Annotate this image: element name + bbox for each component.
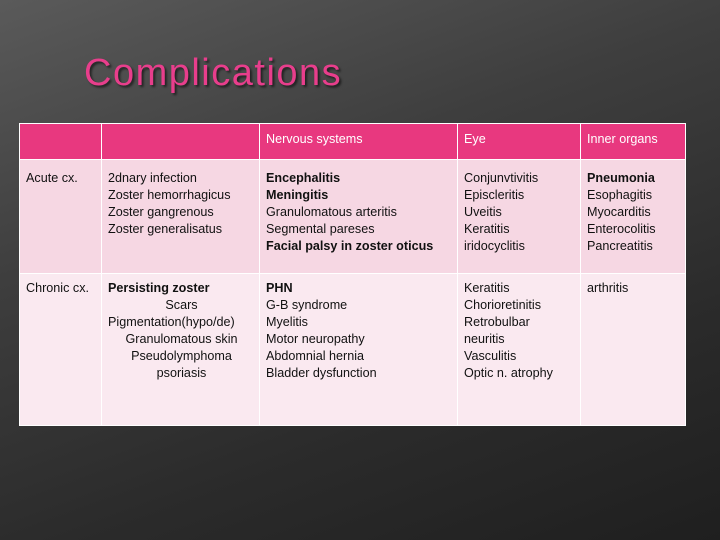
acute-inner-cell: [581, 160, 686, 274]
row-label-chronic: Chronic cx.: [20, 274, 102, 426]
cell-line: Enterocolitis: [587, 222, 656, 237]
cell-line: Granulomatous arteritis: [266, 205, 397, 220]
acute-nervous-cell: [260, 160, 458, 274]
header-cell-eye: Eye: [458, 124, 581, 160]
cell-line: neuritis: [464, 332, 505, 347]
cell-line: Keratitis: [464, 281, 510, 296]
header-cell-general: [102, 124, 260, 160]
header-cell-row-label: [20, 124, 102, 160]
table-header-row: [20, 124, 686, 160]
cell-line: Retrobulbar: [464, 315, 530, 330]
cell-line: Meningitis: [266, 188, 329, 203]
cell-line: Zoster gangrenous: [108, 205, 214, 220]
chronic-nervous-cell: [260, 274, 458, 426]
cell-line: Conjunvtivitis: [464, 171, 539, 186]
chronic-general-cell: [102, 274, 260, 426]
cell-line: Zoster hemorrhagicus: [108, 188, 231, 203]
chronic-inner-cell: [581, 274, 686, 426]
cell-line: Pneumonia: [587, 171, 655, 186]
cell-line: iridocyclitis: [464, 239, 525, 254]
chronic-eye-cell: [458, 274, 581, 426]
cell-line: PHN: [266, 281, 293, 296]
acute-eye-cell: [458, 160, 581, 274]
cell-line: Abdomnial hernia: [266, 349, 365, 364]
cell-line: Uveitis: [464, 205, 502, 220]
cell-line: Zoster generalisatus: [108, 222, 223, 237]
cell-line: Persisting zoster: [108, 281, 210, 296]
table-row-chronic: [20, 274, 686, 426]
cell-line: 2dnary infection: [108, 171, 197, 186]
cell-line: psoriasis: [156, 366, 207, 381]
acute-general-cell: [102, 160, 260, 274]
complications-table: [19, 123, 686, 426]
cell-line: Pseudolymphoma: [131, 349, 232, 364]
cell-line: Pancreatitis: [587, 239, 653, 254]
cell-line: Pigmentation(hypo/de): [108, 315, 235, 330]
cell-line: G-B syndrome: [266, 298, 348, 313]
slide-title: Complications: [84, 52, 343, 94]
cell-line: Granulomatous skin: [125, 332, 238, 347]
header-cell-inner: Inner organs: [581, 124, 686, 160]
cell-line: Segmental pareses: [266, 222, 375, 237]
cell-line: Optic n. atrophy: [464, 366, 553, 381]
header-cell-nervous: Nervous systems: [260, 124, 458, 160]
cell-line: arthritis: [587, 281, 629, 296]
table-row-acute: [20, 160, 686, 274]
cell-line: Keratitis: [464, 222, 510, 237]
cell-line: Episcleritis: [464, 188, 525, 203]
cell-line: Vasculitis: [464, 349, 517, 364]
cell-line: Chorioretinitis: [464, 298, 541, 313]
cell-line: Scars: [165, 298, 198, 313]
cell-line: Myelitis: [266, 315, 308, 330]
cell-line: Myocarditis: [587, 205, 651, 220]
cell-line: Bladder dysfunction: [266, 366, 377, 381]
cell-line: Motor neuropathy: [266, 332, 365, 347]
row-label-acute: Acute cx.: [20, 160, 102, 274]
cell-line: Esophagitis: [587, 188, 653, 203]
cell-line: Encephalitis: [266, 171, 341, 186]
cell-line: Facial palsy in zoster oticus: [266, 239, 434, 254]
